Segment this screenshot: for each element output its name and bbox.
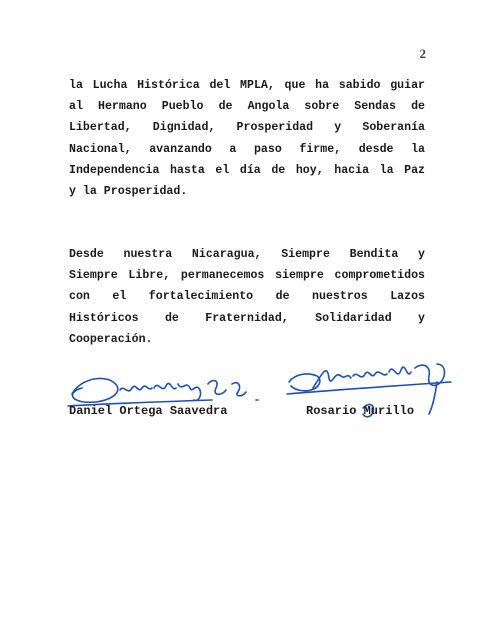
paragraph-1-line: Independencia hasta el día de hoy, hacia la Paz (69, 163, 425, 177)
paragraph-2-line: Siempre Libre, permanecemos siempre comprometidos (69, 269, 425, 283)
paragraph-1-line: Libertad, Dignidad, Prosperidad y Soberanía (69, 121, 425, 135)
paragraph-1 (69, 75, 425, 202)
paragraph-2-line: Desde nuestra Nicaragua, Siempre Bendita y (69, 248, 425, 261)
paragraph-2-line: con el fortalecimiento de nuestros Lazos (69, 290, 425, 304)
paragraph-1-line: y la Prosperidad. (69, 184, 188, 198)
page-number: 2 (419, 46, 426, 61)
paragraph-1-line: la Lucha Histórica del MPLA, que ha sabido guiar (69, 79, 425, 92)
signatory-name-1: Daniel Ortega Saavedra (69, 404, 228, 418)
paragraph-1-line: Nacional, avanzando a paso firme, desde la (69, 142, 425, 156)
paragraph-2 (69, 244, 425, 350)
signatory-name-2: Rosario Murillo (306, 404, 415, 418)
paragraph-1-line: al Hermano Pueblo de Angola sobre Sendas de (69, 100, 425, 114)
paragraph-2-line: Cooperación. (69, 332, 153, 346)
paragraph-2-line: Históricos de Fraternidad, Solidaridad y (69, 311, 425, 325)
